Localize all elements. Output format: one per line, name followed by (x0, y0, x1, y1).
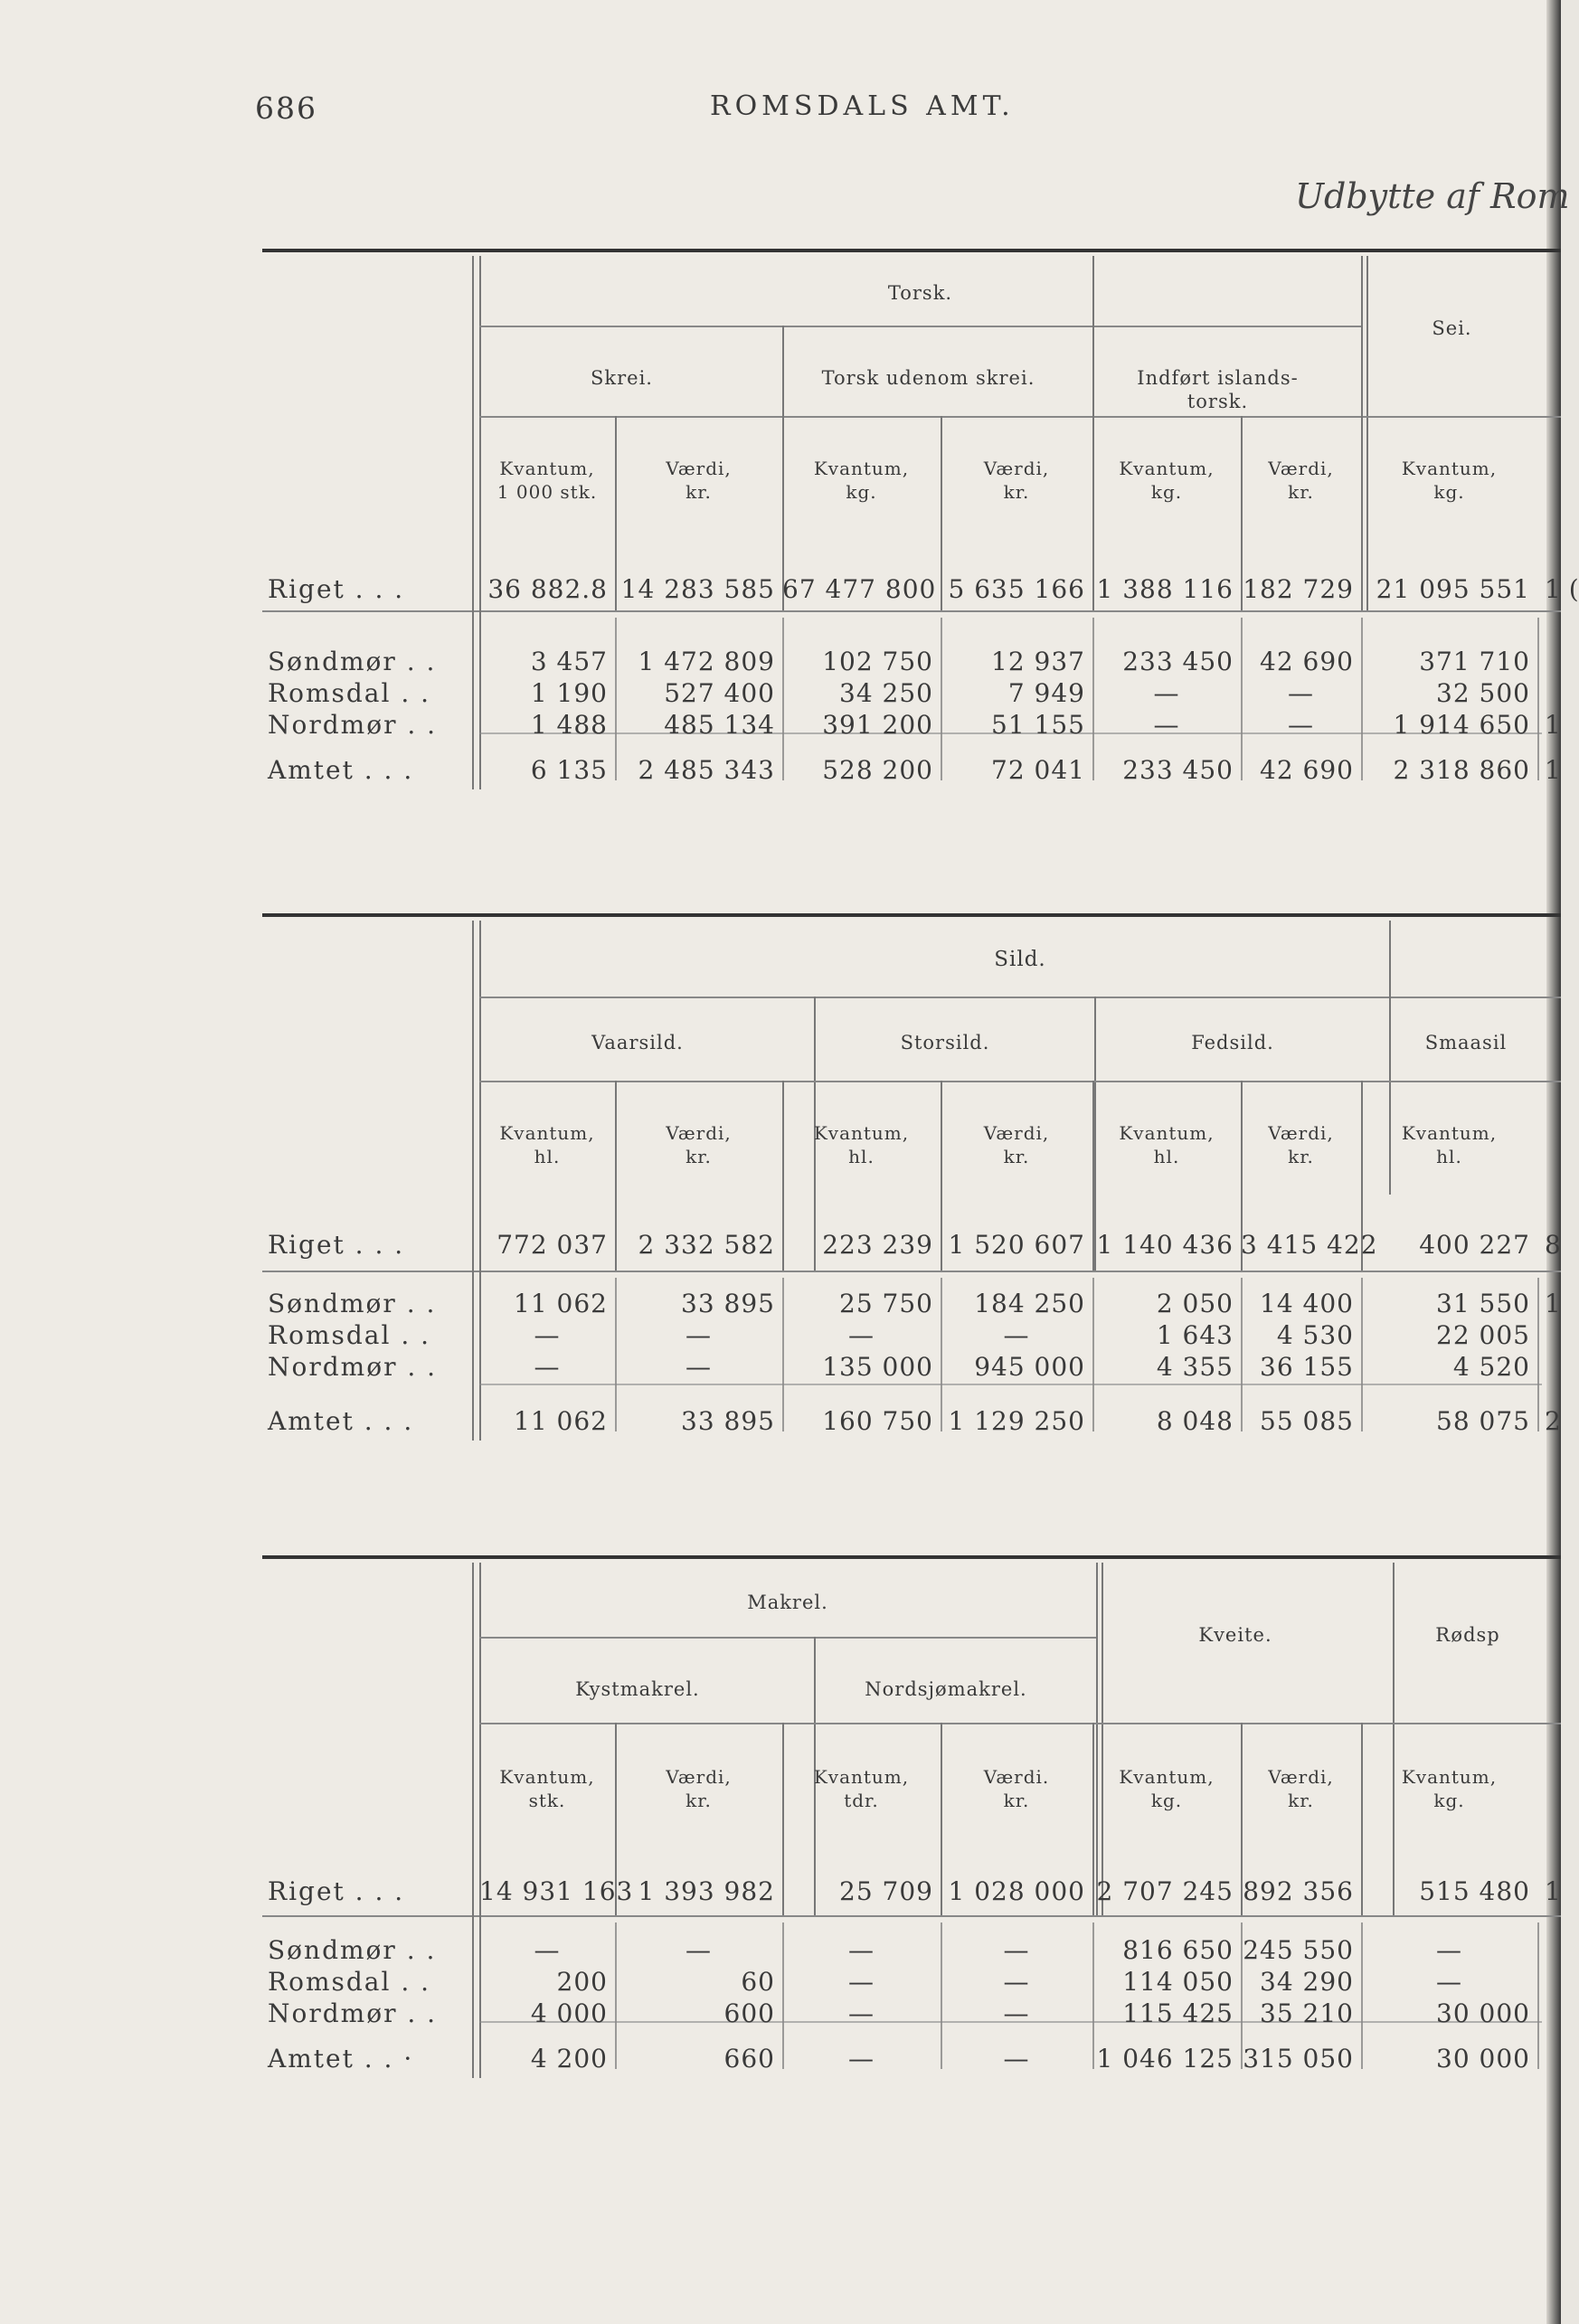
table-cell: — (1288, 678, 1314, 708)
table-cell: 1 028 000 (948, 1876, 1085, 1906)
table-cell: 233 450 (1122, 647, 1234, 676)
table-cell: 25 750 (839, 1289, 933, 1318)
column-header: Kvantum, hl. (813, 1122, 910, 1167)
group-heading: Makrel. (747, 1592, 828, 1613)
sub-underline (479, 1723, 1561, 1724)
table-row (0, 678, 1561, 711)
table-cell: 892 356 (1243, 1876, 1354, 1906)
table-cell: 60 (741, 1967, 775, 1997)
table-cell: 33 895 (681, 1289, 775, 1318)
sub-heading: Kystmakrel. (575, 1678, 700, 1700)
table-cell: 14 283 585 (620, 574, 775, 604)
table-cell: 8 048 (1156, 1406, 1234, 1436)
table-cell: 6 135 (530, 755, 608, 785)
page-number: 686 (255, 90, 317, 126)
table-cell: 115 425 (1122, 1998, 1234, 2028)
sub-heading: Skrei. (591, 367, 653, 389)
table-cell: 1 129 250 (948, 1406, 1085, 1436)
table-cell: 11 062 (514, 1406, 608, 1436)
table-cell: — (1003, 1935, 1030, 1965)
table-cell: — (848, 1320, 875, 1350)
table-cell: 184 250 (974, 1289, 1085, 1318)
row-label: Nordmør . . (268, 1352, 438, 1382)
table-row (0, 647, 1561, 679)
column-header: Kvantum, 1 000 stk. (496, 458, 598, 503)
table-row (0, 755, 1561, 788)
table-cell: — (1153, 710, 1180, 740)
table-cell: 371 710 (1419, 647, 1530, 676)
table-cell: 114 050 (1122, 1967, 1234, 1997)
header-bottom-rule (262, 1271, 1561, 1272)
row-label: Amtet . . · (268, 2044, 414, 2074)
table-cell: 4 200 (530, 2044, 608, 2074)
column-header: Værdi, kr. (666, 1122, 732, 1167)
column-header: Kvantum, kg. (1119, 1766, 1215, 1811)
running-title: ROMSDALS AMT. (710, 90, 1015, 122)
header-bottom-rule (262, 1915, 1561, 1917)
column-header: Kvantum, hl. (1119, 1122, 1215, 1167)
table-cell: 4 000 (530, 1998, 608, 2028)
table-cell: 1 046 125 (1096, 2044, 1234, 2074)
table-cell: 42 690 (1260, 755, 1354, 785)
table-cell: 2 318 860 (1393, 755, 1530, 785)
header-bottom-rule (262, 610, 1561, 612)
table-cell: — (1003, 2044, 1030, 2074)
table-cell: 72 041 (991, 755, 1085, 785)
table-cell: 3 457 (530, 647, 608, 676)
table-cell: 55 085 (1260, 1406, 1354, 1436)
column-header: Værdi, kr. (983, 458, 1050, 503)
sub-heading: Sei. (1432, 317, 1472, 339)
row-label: Riget . . . (268, 574, 405, 604)
table-row (0, 1230, 1561, 1262)
table-cell: 2 707 245 (1096, 1876, 1234, 1906)
table-row (0, 1876, 1561, 1909)
group-divider (1102, 1563, 1103, 1915)
table-cell: 34 290 (1260, 1967, 1354, 1997)
column-header: Værdi, kr. (666, 1766, 732, 1811)
sub-heading: Kveite. (1198, 1624, 1272, 1646)
table-cell: 42 690 (1260, 647, 1354, 676)
table-cell-clipped: 2 (1545, 1406, 1561, 1436)
table-row (0, 710, 1561, 742)
column-header: Kvantum, kg. (1401, 1766, 1498, 1811)
table-cell: 245 550 (1243, 1935, 1354, 1965)
table-row (0, 1352, 1561, 1384)
sub-underline (479, 416, 1561, 418)
column-header: Kvantum, hl. (1401, 1122, 1498, 1167)
table-cell: 660 (723, 2044, 775, 2074)
table-cell: 182 729 (1243, 574, 1354, 604)
table-cell: 2 485 343 (638, 755, 775, 785)
table-cell: 315 050 (1243, 2044, 1354, 2074)
table-cell: — (534, 1935, 561, 1965)
table-cell-clipped: 1 (1545, 1289, 1561, 1318)
table-top-rule (262, 249, 1561, 252)
group-heading: Sild. (994, 948, 1046, 971)
column-header: Kvantum, stk. (499, 1766, 595, 1811)
table-row (0, 574, 1579, 607)
table-cell: 200 (556, 1967, 608, 1997)
table-cell: — (1153, 678, 1180, 708)
table-cell: 4 520 (1452, 1352, 1530, 1382)
table-cell: — (1003, 1967, 1030, 1997)
table-makrel (0, 1555, 1561, 2080)
group-underline (479, 997, 1561, 998)
table-cell: — (1288, 710, 1314, 740)
table-cell: 160 750 (822, 1406, 933, 1436)
table-cell-clipped: 1 ( (1545, 574, 1579, 604)
group-underline (479, 326, 1361, 327)
sub-underline (479, 1081, 1561, 1082)
group-underline (479, 1637, 1096, 1639)
table-top-rule (262, 1555, 1561, 1559)
table-cell-clipped: 1 (1545, 1876, 1561, 1906)
table-row (0, 1406, 1561, 1439)
table-row (0, 1289, 1561, 1321)
row-label: Romsdal . . (268, 678, 431, 708)
table-cell: 4 355 (1156, 1352, 1234, 1382)
sub-heading: Smaasil (1424, 1032, 1508, 1053)
column-header: Værdi, kr. (1268, 1122, 1334, 1167)
table-cell: 4 530 (1276, 1320, 1354, 1350)
column-header: Kvantum, tdr. (813, 1766, 910, 1811)
table-cell: 1 388 116 (1096, 574, 1234, 604)
sub-heading: Storsild. (900, 1032, 990, 1053)
column-header: Værdi, kr. (1268, 1766, 1334, 1811)
table-cell: 14 400 (1260, 1289, 1354, 1318)
table-cell: 58 075 (1436, 1406, 1530, 1436)
sub-divider (1096, 1563, 1098, 1915)
table-cell: 600 (723, 1998, 775, 2028)
column-header: Værdi, kr. (983, 1122, 1050, 1167)
table-cell: 32 500 (1436, 678, 1530, 708)
table-cell: 1 914 650 (1393, 710, 1530, 740)
table-cell: 945 000 (974, 1352, 1085, 1382)
table-cell: 3 415 422 (1241, 1230, 1378, 1260)
column-header: Kvantum, hl. (499, 1122, 595, 1167)
table-cell: 485 134 (664, 710, 775, 740)
table-cell: 135 000 (822, 1352, 933, 1382)
column-header: Kvantum, kg. (1401, 458, 1498, 503)
row-label: Nordmør . . (268, 1998, 438, 2028)
table-cell: 5 635 166 (948, 574, 1085, 604)
column-header: Værdi. kr. (983, 1766, 1050, 1811)
table-cell: — (685, 1352, 712, 1382)
table-cell: 7 949 (1007, 678, 1085, 708)
table-cell-clipped: 1 (1545, 755, 1561, 785)
table-cell: 400 227 (1419, 1230, 1530, 1260)
table-cell: 30 000 (1436, 1998, 1530, 2028)
table-row (0, 1967, 1561, 1999)
column-header: Værdi, kr. (666, 458, 732, 503)
table-cell: 36 155 (1260, 1352, 1354, 1382)
table-cell: 1 488 (530, 710, 608, 740)
table-cell: 1 140 436 (1096, 1230, 1234, 1260)
table-cell: — (685, 1935, 712, 1965)
row-label: Riget . . . (268, 1230, 405, 1260)
table-cell: 515 480 (1419, 1876, 1530, 1906)
table-cell: 102 750 (822, 647, 933, 676)
table-cell: 1 393 982 (638, 1876, 775, 1906)
table-cell: — (848, 2044, 875, 2074)
table-cell: 1 643 (1156, 1320, 1234, 1350)
table-cell: — (848, 1935, 875, 1965)
table-row (0, 1320, 1561, 1353)
column-header: Kvantum, kg. (1119, 458, 1215, 503)
table-top-rule (262, 913, 1561, 917)
column-header: Værdi, kr. (1268, 458, 1334, 503)
sub-heading: Indført islands- torsk. (1137, 367, 1299, 412)
row-label: Amtet . . . (268, 1406, 414, 1436)
table-cell: 34 250 (839, 678, 933, 708)
row-label: Amtet . . . (268, 755, 414, 785)
table-cell: 233 450 (1122, 755, 1234, 785)
row-label: Søndmør . . (268, 647, 437, 676)
section-subtitle: Udbytte af Rom (1295, 176, 1570, 216)
table-cell: 391 200 (822, 710, 933, 740)
table-cell: 816 650 (1122, 1935, 1234, 1965)
table-row (0, 1998, 1561, 2031)
table-cell: 14 931 163 (479, 1876, 634, 1906)
table-sild (0, 913, 1561, 1442)
table-cell: 31 550 (1436, 1289, 1530, 1318)
table-cell: — (1436, 1967, 1462, 1997)
table-cell-clipped: 8 (1545, 1230, 1561, 1260)
table-row (0, 2044, 1561, 2076)
row-label: Nordmør . . (268, 710, 438, 740)
table-cell: 1 520 607 (948, 1230, 1085, 1260)
sub-heading: Nordsjømakrel. (865, 1678, 1027, 1700)
table-cell: 21 095 551 (1376, 574, 1530, 604)
table-cell: 67 477 800 (782, 574, 937, 604)
table-row (0, 1935, 1561, 1968)
table-cell: 2 050 (1156, 1289, 1234, 1318)
table-cell: — (1436, 1935, 1462, 1965)
table-cell: 528 200 (822, 755, 933, 785)
table-cell: 772 037 (496, 1230, 608, 1260)
group-divider (1366, 256, 1368, 610)
table-cell: 1 190 (530, 678, 608, 708)
row-label: Søndmør . . (268, 1935, 437, 1965)
table-cell: — (534, 1352, 561, 1382)
table-cell: 33 895 (681, 1406, 775, 1436)
table-cell: — (685, 1320, 712, 1350)
table-cell: 30 000 (1436, 2044, 1530, 2074)
table-cell: 35 210 (1260, 1998, 1354, 2028)
row-label: Romsdal . . (268, 1967, 431, 1997)
table-cell: 2 332 582 (638, 1230, 775, 1260)
table-cell: — (848, 1967, 875, 1997)
table-cell: — (1003, 1998, 1030, 2028)
sub-heading: Rødsp (1435, 1624, 1500, 1646)
table-cell: — (1003, 1320, 1030, 1350)
table-cell: 22 005 (1436, 1320, 1530, 1350)
table-cell: 223 239 (822, 1230, 933, 1260)
table-cell: 11 062 (514, 1289, 608, 1318)
sub-heading: Torsk udenom skrei. (821, 367, 1035, 389)
table-cell: 1 472 809 (638, 647, 775, 676)
row-label: Romsdal . . (268, 1320, 431, 1350)
column-header: Kvantum, kg. (813, 458, 910, 503)
row-label: Søndmør . . (268, 1289, 437, 1318)
table-cell-clipped: 1 (1545, 710, 1561, 740)
sub-divider (1393, 1563, 1395, 1915)
table-cell: 25 709 (839, 1876, 933, 1906)
table-torsk (0, 249, 1579, 791)
table-cell: 36 882.8 (487, 574, 608, 604)
table-cell: — (848, 1998, 875, 2028)
row-label: Riget . . . (268, 1876, 405, 1906)
sub-heading: Vaarsild. (591, 1032, 684, 1053)
group-heading: Torsk. (887, 282, 953, 304)
table-cell: 12 937 (991, 647, 1085, 676)
table-cell: 527 400 (664, 678, 775, 708)
table-cell: 51 155 (991, 710, 1085, 740)
table-cell: — (534, 1320, 561, 1350)
sub-heading: Fedsild. (1191, 1032, 1274, 1053)
